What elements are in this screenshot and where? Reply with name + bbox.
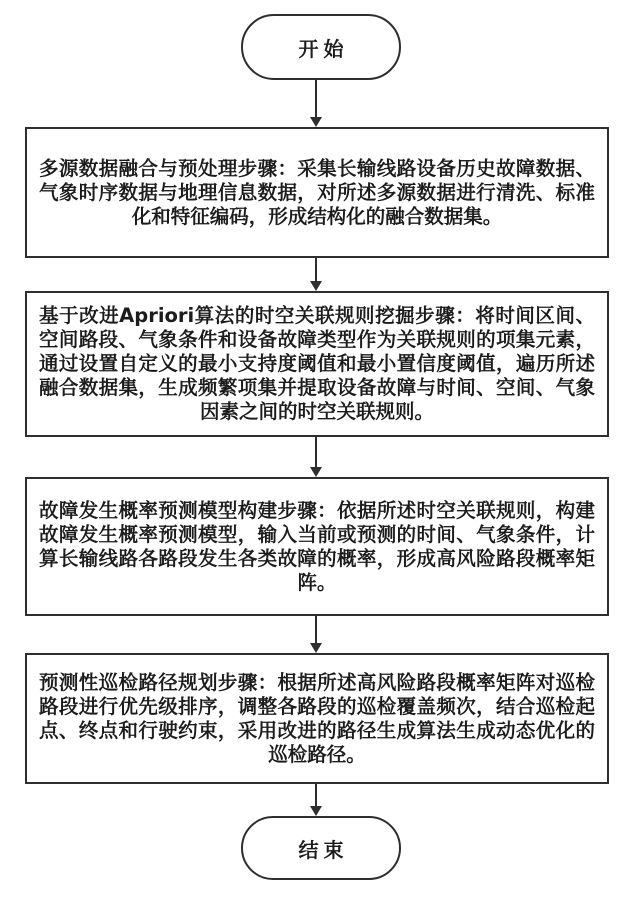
arrow-head-down-icon [310, 281, 322, 291]
step-text: 预测性巡检路径规划步骤：根据所述高风险路段概率矩阵对巡检路段进行优先级排序，调整各路段的巡检覆盖频次，结合巡检起点、终点和行驶约束，采用改进的路径生成算法生成动态优化的巡检路径。 [39, 670, 595, 766]
step-text: 基于改进Apriori算法的时空关联规则挖掘步骤：将时间区间、空间路段、气象条件和设备故障类型作为关联规则的项集元素，通过设置自定义的最小支持度阈值和最小置信度阈值，遍历所述融合数据集，生成频繁项集并提取设备故障与时间、空间、气象因素之间的时空关联规则。 [39, 304, 595, 423]
arrow-head-down-icon [310, 467, 322, 477]
arrow-head-down-icon [310, 806, 322, 816]
arrow-head-down-icon [310, 643, 322, 653]
flow-arrow [309, 80, 323, 127]
start-node-label: 开始 [298, 36, 349, 61]
flow-arrow [309, 616, 323, 653]
step-box-apriori-rule-mining [25, 291, 609, 437]
step-box-route-planning [25, 653, 609, 784]
arrow-line [315, 616, 317, 646]
step-box-data-fusion [25, 127, 609, 258]
end-node [241, 816, 401, 880]
flow-arrow [309, 784, 323, 816]
flow-arrow [309, 437, 323, 477]
end-node-label: 结束 [298, 837, 349, 862]
step-text: 多源数据融合与预处理步骤：采集长输线路设备历史故障数据、气象时序数据与地理信息数据，对所述多源数据进行清洗、标准化和特征编码，形成结构化的融合数据集。 [39, 156, 595, 228]
start-node [241, 14, 401, 80]
arrow-line [315, 437, 317, 470]
step-text: 故障发生概率预测模型构建步骤：依据所述时空关联规则，构建故障发生概率预测模型，输入当前或预测的时间、气象条件，计算长输线路各路段发生各类故障的概率，形成高风险路段概率矩阵。 [39, 498, 595, 594]
arrow-line [315, 80, 317, 120]
arrow-head-down-icon [310, 117, 322, 127]
step-box-probability-model [25, 477, 609, 616]
flow-arrow [309, 258, 323, 291]
